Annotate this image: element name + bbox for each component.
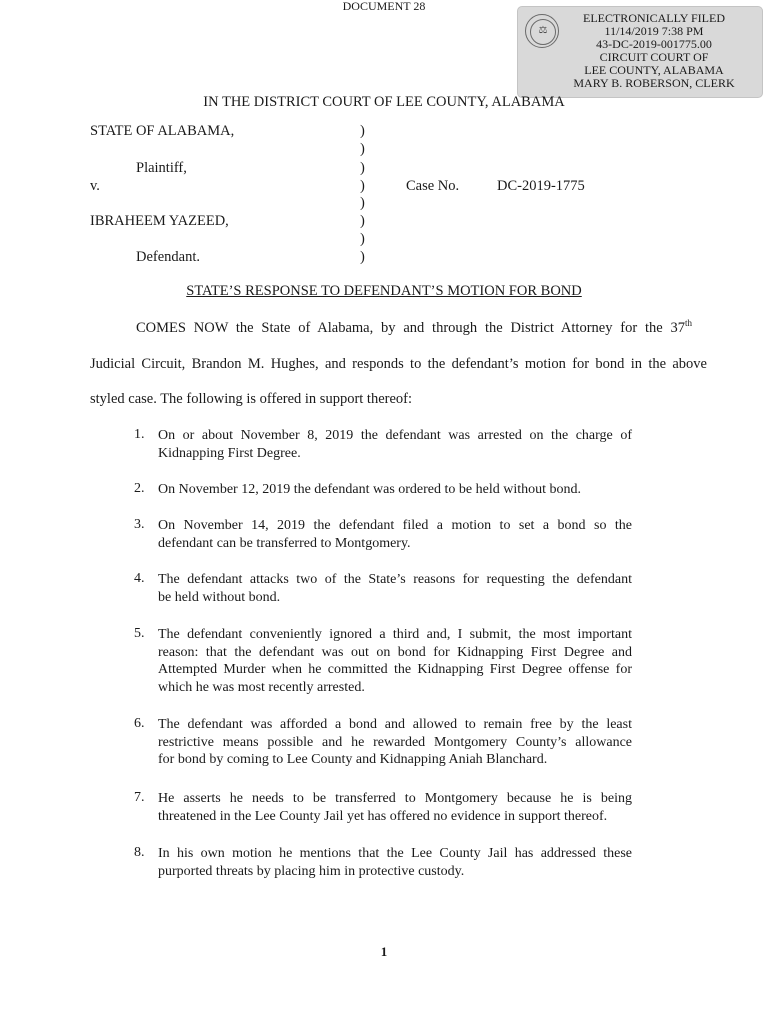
list-item-line: defendant can be transferred to Montgomery. [158,535,411,551]
list-item-line: The defendant conveniently ignored a third and, I submit, the most important [158,627,632,642]
list-item-line: be held without bond. [158,589,281,605]
stamp-line: ELECTRONICALLY FILED [582,11,725,25]
list-item [158,790,632,825]
list-item-line: threatened in the Lee County Jail yet has offered no evidence in support thereof. [158,808,608,824]
list-item [158,845,632,880]
stamp-line: 11/14/2019 7:38 PM [604,23,704,38]
list-item [158,481,632,499]
list-number: 8. [134,845,145,860]
caption-divider: ) [360,213,365,229]
list-item-line: On or about November 8, 2019 the defendant was arrested on the charge of [158,428,632,443]
list-number: 1. [134,427,145,442]
intro-line-3: styled case. The following is offered in support thereof: [90,391,413,407]
case-number: DC-2019-1775 [497,178,585,194]
page-number: 1 [380,944,388,959]
scales-icon: ⚖ [538,25,548,36]
list-item-line: for bond by coming to Lee County and Kidnapping Aniah Blanchard. [158,752,548,767]
stamp-line: MARY B. ROBERSON, CLERK [573,75,735,90]
list-item [158,517,632,552]
list-item-line: purported threats by placing him in protective custody. [158,863,465,879]
caption-divider: ) [360,141,365,157]
list-item-line: He asserts he needs to be transferred to Montgomery because he is being [158,791,632,806]
list-item-line: Attempted Murder when he committed the Kidnapping First Degree offense for [158,662,632,677]
intro-line-2: Judicial Circuit, Brandon M. Hughes, and responds to the defendant’s motion for bond in the above [90,356,707,372]
stamp-line: CIRCUIT COURT OF [599,49,709,64]
list-item-line: In his own motion he mentions that the Lee County Jail has addressed these [158,846,632,861]
stamp-line: LEE COUNTY, ALABAMA [584,62,724,77]
list-item-line: The defendant was afforded a bond and allowed to remain free by the least [158,717,632,732]
plaintiff-name: STATE OF ALABAMA, [90,123,235,139]
intro-line-1 [136,320,692,337]
list-number: 4. [134,571,145,586]
list-item-line: On November 14, 2019 the defendant filed a motion to set a bond so the [158,518,632,533]
seal-inner-ring [530,19,556,45]
document-number: DOCUMENT 28 [342,0,426,13]
list-item-line: On November 12, 2019 the defendant was ordered to be held without bond. [158,482,582,497]
electronic-filing-stamp [517,6,763,98]
list-number: 5. [134,626,145,641]
list-number: 3. [134,517,145,532]
list-item [158,716,632,769]
versus-label: v. [90,178,100,194]
case-number-label: Case No. [406,178,460,194]
caption-divider: ) [360,160,365,176]
caption-divider: ) [360,249,365,265]
intro-line-1-text: COMES NOW the State of Alabama, by and through the District Attorney for the 37 [136,320,685,336]
list-number: 6. [134,716,145,731]
document-title: STATE’S RESPONSE TO DEFENDANT’S MOTION FOR BOND [186,283,582,299]
defendant-name: IBRAHEEM YAZEED, [90,213,229,229]
caption-divider: ) [360,123,365,139]
list-item-line: The defendant attacks two of the State’s reasons for requesting the defendant [158,572,632,587]
stamp-line: 43-DC-2019-001775.00 [596,36,712,51]
list-item-line: Kidnapping First Degree. [158,445,301,461]
list-item-line: which he was most recently arrested. [158,679,365,695]
list-item [158,626,632,696]
stamp-text [554,12,754,89]
list-number: 2. [134,481,145,496]
caption-divider: ) [360,195,365,211]
list-item-line: reason: that the defendant was out on bond for Kidnapping First Degree and [158,644,632,660]
defendant-role: Defendant. [136,249,201,265]
caption-divider: ) [360,178,365,194]
list-item-line: restrictive means possible and he rewarded Montgomery County’s allowance [158,734,632,750]
court-title: IN THE DISTRICT COURT OF LEE COUNTY, ALABAMA [203,94,565,110]
plaintiff-role: Plaintiff, [136,160,187,176]
ordinal-superscript: th [684,318,692,328]
list-item [158,427,632,462]
list-item [158,571,632,606]
caption-divider: ) [360,231,365,247]
list-number: 7. [134,790,145,805]
